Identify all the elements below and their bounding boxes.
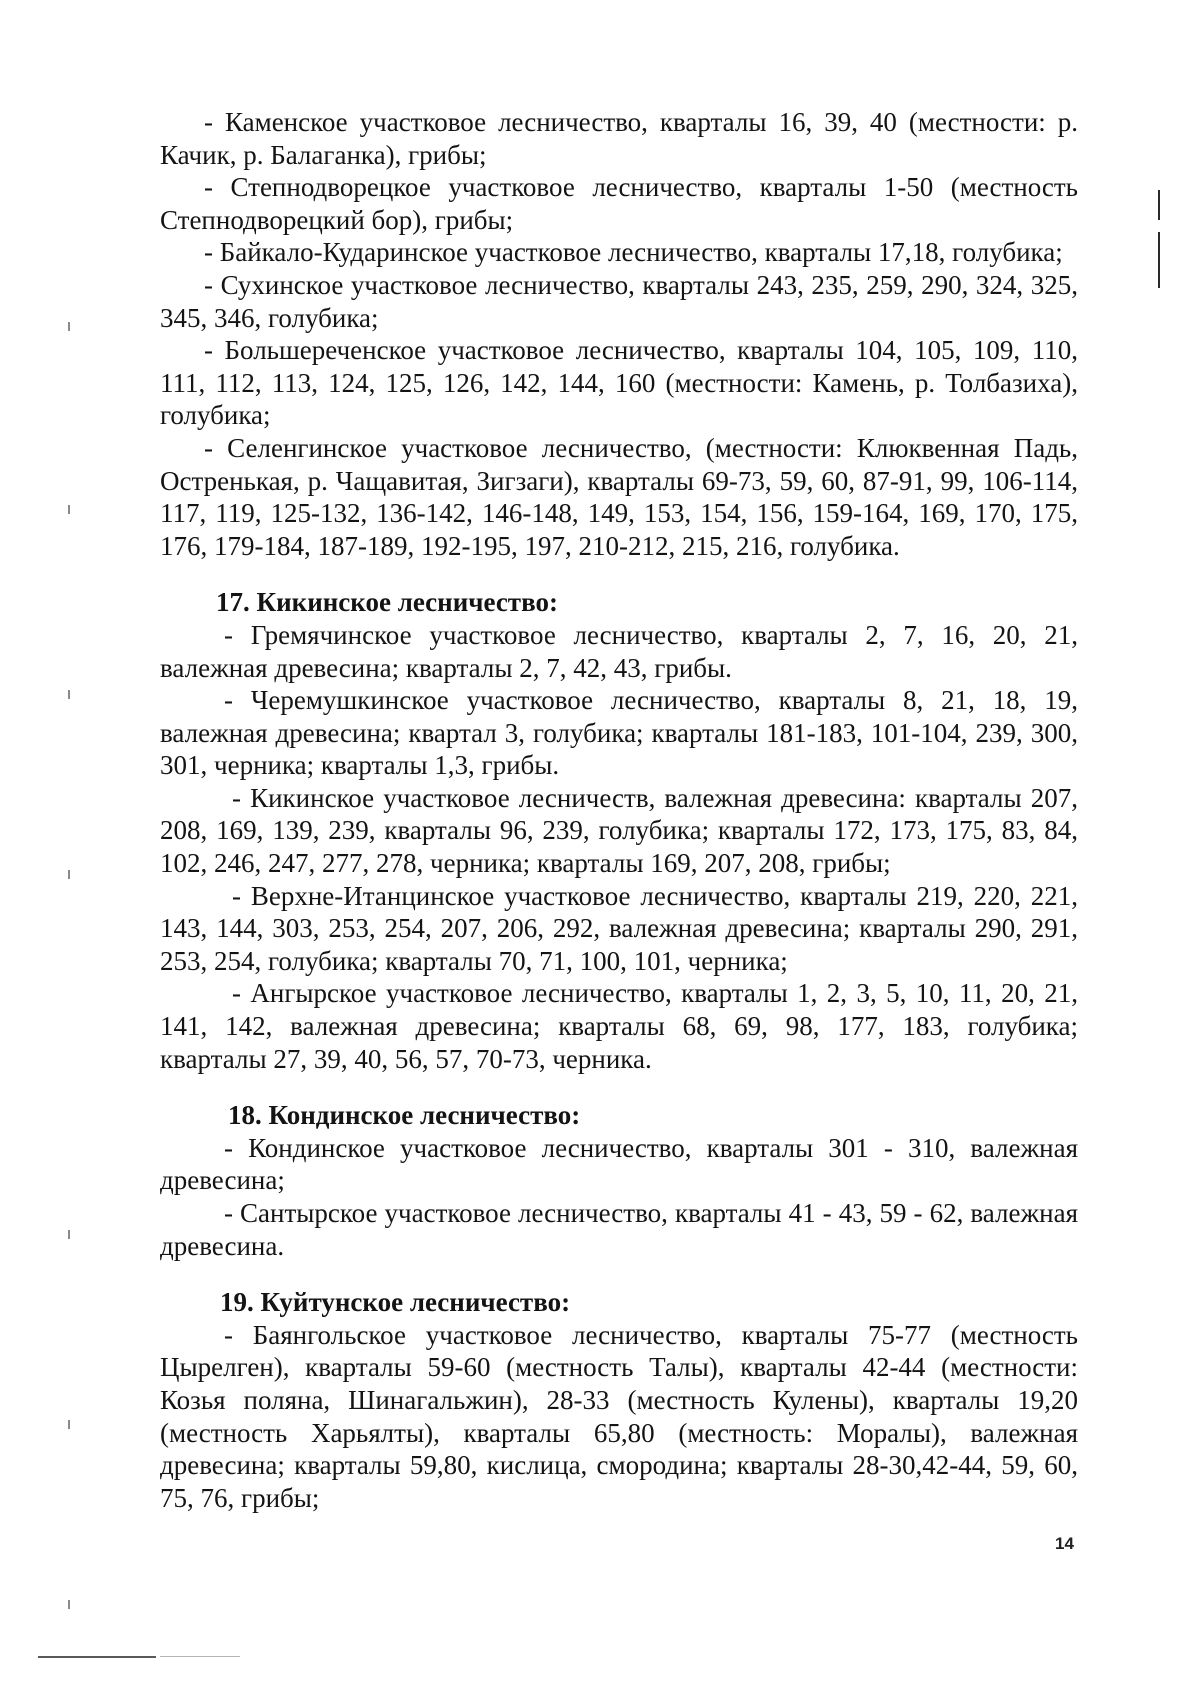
list-item: - Ангырское участковое лесничество, кварталы 1, 2, 3, 5, 10, 11, 20, 21, 141, 142, валежная древесина; кварталы 68, 69, 98, 177, 183, голубика; кварталы 27, 39, 40, 56, 57, 70-73, черника. — [160, 978, 1078, 1074]
section-heading: 17. Кикинское лесничество: — [216, 587, 558, 618]
scan-mark — [68, 1420, 70, 1429]
list-item: - Баянгольское участковое лесничество, кварталы 75-77 (местность Цырелген), кварталы 59-60 (местность Талы), кварталы 42-44 (местности: Козья поляна, Шинагальжин), 28-33 (местность Кулены), кварталы 19,20 (местность Харьялты), кварталы 65,80 (местность: Моралы), валежная древесина; кварталы 59,80, кислица, смородина; кварталы 28-30,42-44, 59, 60, 75, 76, грибы; — [160, 1319, 1078, 1513]
list-item: - Кикинское участковое лесничеств, валежная древесина: кварталы 207, 208, 169, 139, 239, кварталы 96, 239, голубика; кварталы 172, 173, 175, 83, 84, 102, 246, 247, 277, 278, черника; кварталы 169, 207, 208, грибы; — [160, 782, 1078, 879]
divider — [38, 1656, 156, 1658]
section-heading: 18. Кондинское лесничество: — [228, 1100, 581, 1131]
scan-mark — [1158, 232, 1160, 288]
scan-mark — [68, 1230, 70, 1239]
scan-mark — [68, 870, 70, 879]
page-number: 14 — [1055, 1534, 1074, 1553]
divider — [160, 1656, 240, 1657]
scan-mark — [68, 690, 70, 699]
scan-mark — [68, 505, 70, 514]
list-item: - Черемушкинское участковое лесничество, кварталы 8, 21, 18, 19, валежная древесина; квартал 3, голубика; кварталы 181-183, 101-104, 239, 300, 301, черника; кварталы 1,3, грибы. — [160, 685, 1078, 781]
list-item: - Кондинское участковое лесничество, кварталы 301 - 310, валежная древесина; — [160, 1132, 1078, 1196]
list-item: - Каменское участковое лесничество, кварталы 16, 39, 40 (местности: р. Качик, р. Балаганка), грибы; — [160, 107, 1078, 170]
list-item: - Байкало-Кударинское участковое лесничество, кварталы 17,18, голубика; — [204, 237, 1063, 268]
list-item: - Степнодворецкое участковое лесничество, кварталы 1-50 (местность Степнодворецкий бор), грибы; — [160, 172, 1078, 235]
section-heading: 19. Куйтунское лесничество: — [220, 1287, 571, 1318]
list-item: - Сухинское участковое лесничество, кварталы 243, 235, 259, 290, 324, 325, 345, 346, голубика; — [160, 269, 1078, 333]
list-item: - Сантырское участковое лесничество, кварталы 41 - 43, 59 - 62, валежная древесина. — [160, 1198, 1078, 1261]
list-item: - Верхне-Итанцинское участковое лесничество, кварталы 219, 220, 221, 143, 144, 303, 253, 254, 207, 206, 292, валежная древесина; кварталы 290, 291, 253, 254, голубика; кварталы 70, 71, 100, 101, черника; — [160, 880, 1078, 976]
scan-mark — [1158, 190, 1160, 220]
list-item: - Гремячинское участковое лесничество, кварталы 2, 7, 16, 20, 21, валежная древесина; кварталы 2, 7, 42, 43, грибы. — [160, 619, 1078, 683]
scan-mark — [68, 1600, 70, 1609]
scan-mark — [68, 322, 70, 331]
list-item: - Селенгинское участковое лесничество, (местности: Клюквенная Падь, Остренькая, р. Чащавитая, Зигзаги), кварталы 69-73, 59, 60, 87-91, 99, 106-114, 117, 119, 125-132, 136-142, 146-148, 149, 153, 154, 156, 159-164, 169, 170, 175, 176, 179-184, 187-189, 192-195, 197, 210-212, 215, 216, голубика. — [160, 432, 1078, 561]
list-item: - Большереченское участковое лесничество, кварталы 104, 105, 109, 110, 111, 112, 113, 124, 125, 126, 142, 144, 160 (местности: Камень, р. Толбазиха), голубика; — [160, 335, 1078, 431]
page-body — [160, 106, 1078, 1514]
